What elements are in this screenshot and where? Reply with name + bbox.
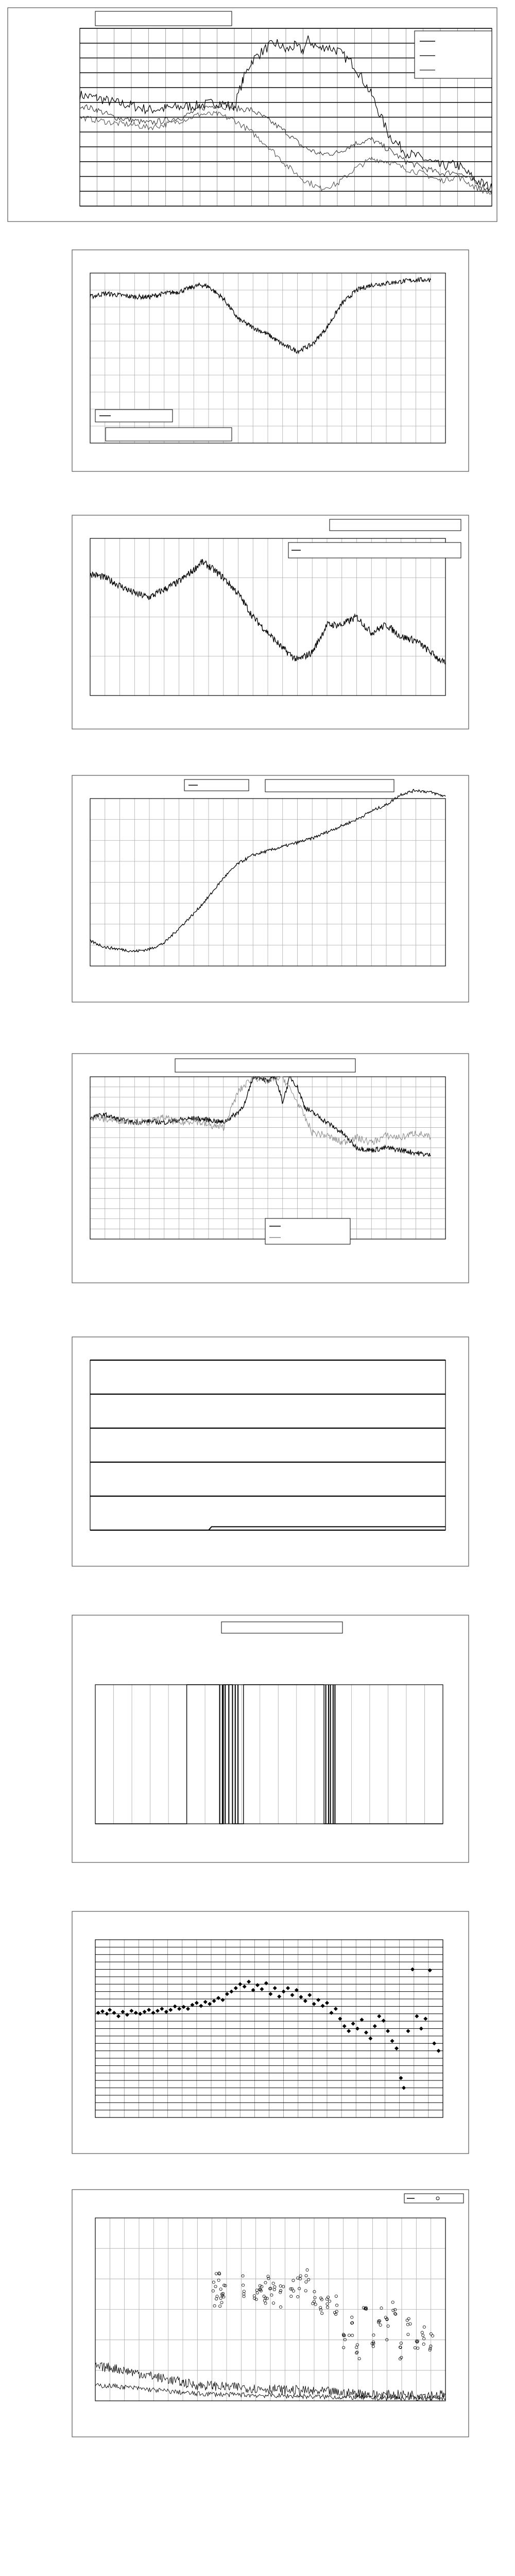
chart-panel-9 bbox=[72, 2190, 469, 2437]
title-box bbox=[106, 428, 232, 441]
legend-box bbox=[265, 1218, 350, 1244]
chart-frame bbox=[72, 1337, 469, 1566]
chart-panel-5 bbox=[72, 1054, 469, 1283]
title-box bbox=[221, 1622, 342, 1633]
title-box bbox=[330, 519, 461, 531]
chart-frame bbox=[72, 1615, 469, 1862]
chart-panel-3 bbox=[72, 515, 469, 729]
title-box bbox=[265, 779, 394, 792]
title-box bbox=[95, 11, 232, 26]
chart-panel-1 bbox=[8, 8, 497, 222]
chart-panel-8 bbox=[72, 1911, 469, 2154]
legend-box bbox=[415, 31, 492, 78]
chart-panel-6 bbox=[72, 1337, 469, 1566]
chart-panel-4 bbox=[72, 775, 469, 1002]
legend-box bbox=[288, 543, 461, 558]
title-box bbox=[175, 1059, 355, 1072]
chart-panel-2 bbox=[72, 250, 469, 471]
chart-frame bbox=[72, 775, 469, 1002]
chart-panel-7 bbox=[72, 1615, 469, 1862]
